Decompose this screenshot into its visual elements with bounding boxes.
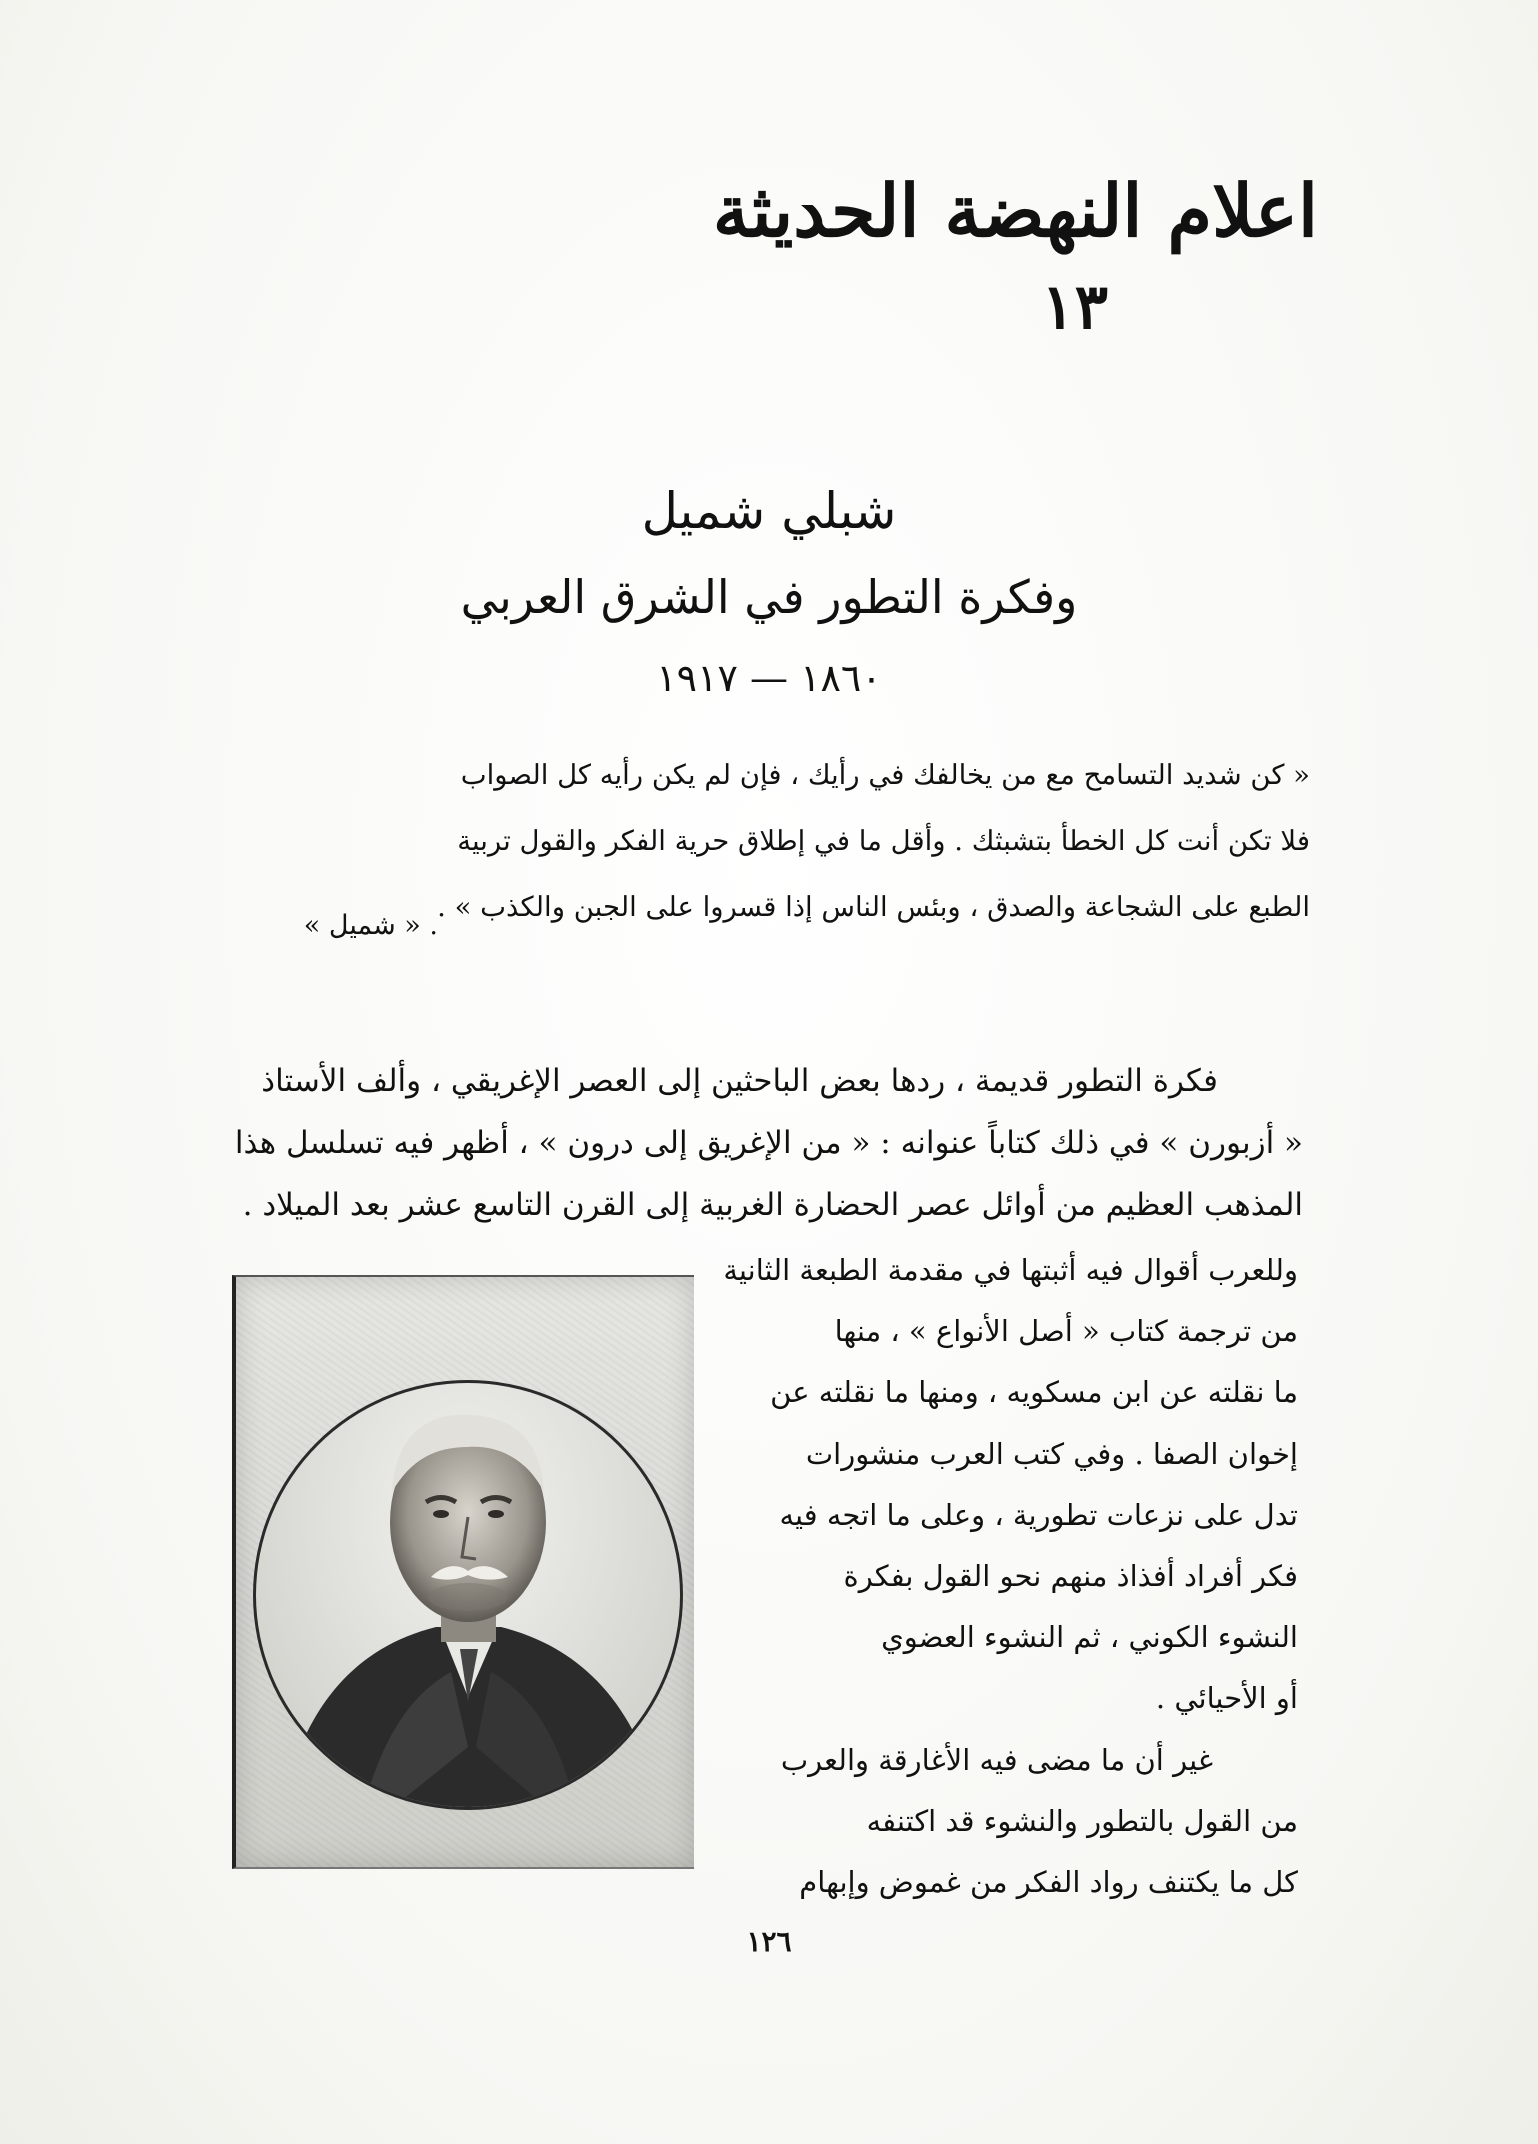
epigraph-line: فلا تكن أنت كل الخطأ بتشبثك . وأقل ما في إطلاق حرية الفكر والقول تربية <box>457 825 1310 857</box>
body-line: غير أن ما مضى فيه الأغارقة والعرب <box>780 1742 1213 1777</box>
epigraph-line: الطبع على الشجاعة والصدق ، وبئس الناس إذا قسروا على الجبن والكذب » . <box>437 891 1310 923</box>
article-subtitle: وفكرة التطور في الشرق العربي <box>460 570 1078 624</box>
body-line: « أزبورن » في ذلك كتاباً عنوانه : « من الإغريق إلى درون » ، أظهر فيه تسلسل هذا <box>234 1125 1303 1161</box>
body-line: فكرة التطور قديمة ، ردها بعض الباحثين إلى العصر الإغريقي ، وألف الأستاذ <box>261 1063 1218 1099</box>
body-paragraph-continued <box>723 1240 1298 1913</box>
body-line: وللعرب أقوال فيه أثبتها في مقدمة الطبعة الثانية <box>723 1253 1298 1287</box>
body-line: إخوان الصفا . وفي كتب العرب منشورات <box>805 1436 1298 1471</box>
chapter-number: ١٣ <box>1041 270 1108 343</box>
body-line: أو الأحيائي . <box>1155 1681 1298 1716</box>
body-line: ما نقلته عن ابن مسكويه ، ومنها ما نقلته عن <box>770 1375 1298 1410</box>
page-number: ١٢٦ <box>746 1925 792 1958</box>
epigraph-line: « كن شديد التسامح مع من يخالفك في رأيك ، فإن لم يكن رأيه كل الصواب <box>460 759 1310 791</box>
body-line: النشوء الكوني ، ثم النشوء العضوي <box>881 1620 1298 1655</box>
article-title: شبلي شميل <box>641 482 897 540</box>
series-title: اعلام النهضة الحديثة <box>712 168 1318 253</box>
body-paragraph-intro <box>218 1050 1303 1236</box>
body-line: من القول بالتطور والنشوء قد اكتنفه <box>866 1803 1298 1838</box>
portrait-photo <box>232 1275 694 1869</box>
body-line: من ترجمة كتاب « أصل الأنواع » ، منها <box>834 1314 1298 1349</box>
body-line: المذهب العظيم من أوائل عصر الحضارة الغربية إلى القرن التاسع عشر بعد الميلاد . <box>242 1187 1303 1223</box>
portrait-illustration <box>236 1277 694 1867</box>
body-line: كل ما يكتنف رواد الفكر من غموض وإبهام <box>799 1865 1298 1900</box>
epigraph-attribution: . « شميل » <box>303 910 438 941</box>
body-line: تدل على نزعات تطورية ، وعلى ما اتجه فيه <box>779 1497 1298 1532</box>
article-dates: ١٨٦٠ — ١٩١٧ <box>656 656 882 700</box>
body-line: فكر أفراد أفذاذ منهم نحو القول بفكرة <box>843 1559 1298 1594</box>
